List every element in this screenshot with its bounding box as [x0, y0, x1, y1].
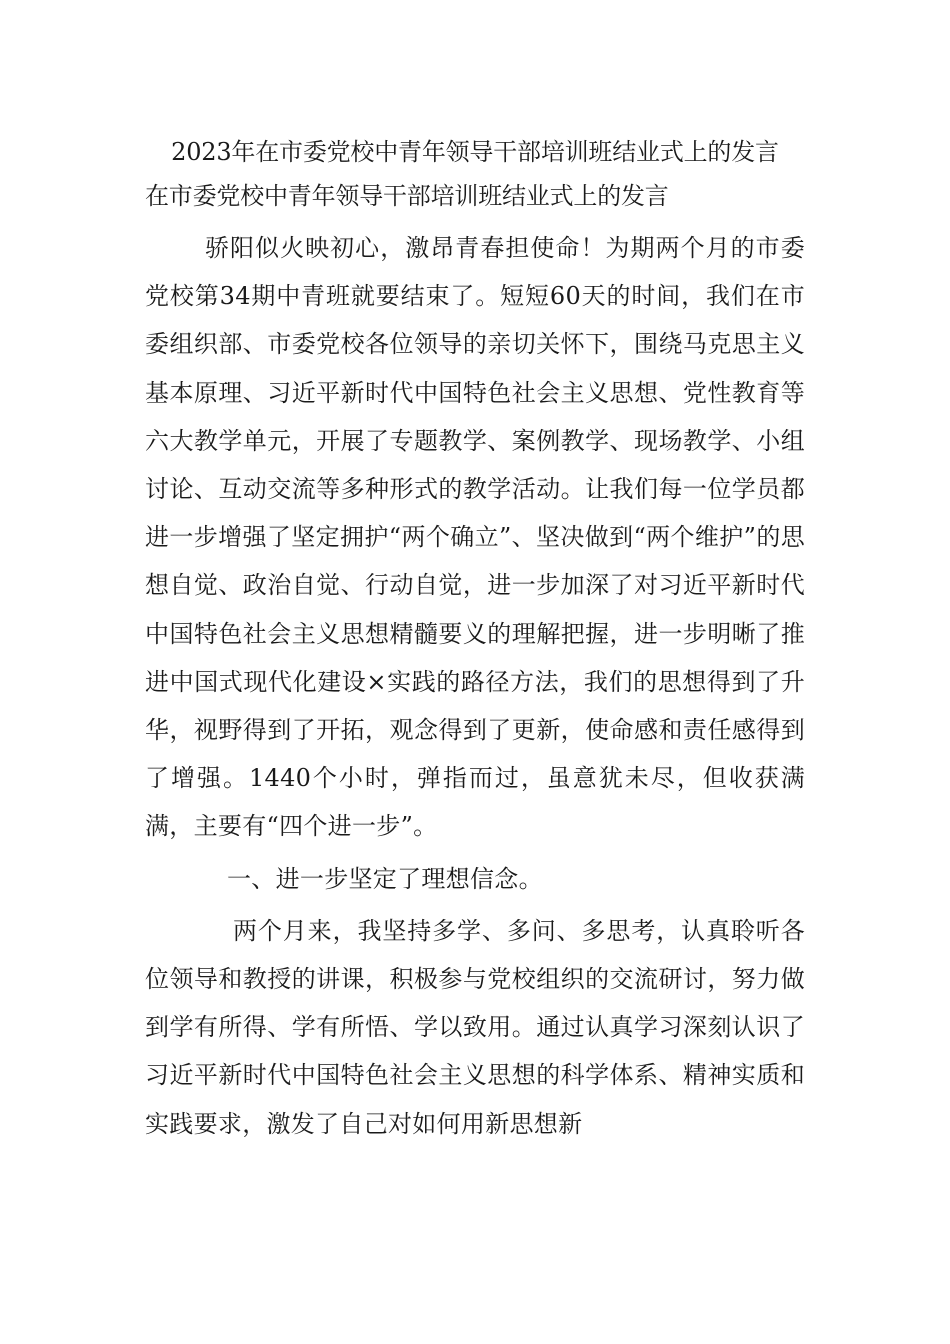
document-subtitle: 在市委党校中青年领导干部培训班结业式上的发言: [145, 182, 669, 210]
paragraph-intro: 骄阳似火映初心，激昂青春担使命！为期两个月的市委党校第34期中青班就要结束了。短短60天的时间，我们在市委组织部、市委党校各位领导的亲切关怀下，围绕马克思主义基本原理、习近平新时代中国特色社会主义思想、党性教育等六大教学单元，开展了专题教学、案例教学、现场教学、小组讨论、互动交流等多种形式的教学活动。让我们每一位学员都进一步增强了坚定拥护“两个确立”、坚决做到“两个维护”的思想自觉、政治自觉、行动自觉，进一步加深了对习近平新时代中国特色社会主义思想精髓要义的理解把握，进一步明晰了推进中国式现代化建设×实践的路径方法，我们的思想得到了升华，视野得到了开拓，观念得到了更新，使命感和责任感得到了增强。1440个小时，弹指而过，虽意犹未尽，但收获满满，主要有“四个进一步”。: [145, 234, 805, 841]
document-body: [145, 130, 805, 1148]
paragraph-section-1: 两个月来，我坚持多学、多问、多思考，认真聆听各位领导和教授的讲课，积极参与党校组织的交流研讨，努力做到学有所得、学有所悟、学以致用。通过认真学习深刻认识了习近平新时代中国特色社会主义思想的科学体系、精神实质和实践要求，激发了自己对如何用新思想新: [145, 916, 805, 1138]
document-title: 2023年在市委党校中青年领导干部培训班结业式上的发言: [171, 138, 779, 166]
section-heading-1: 一、进一步坚定了理想信念。: [227, 864, 543, 893]
